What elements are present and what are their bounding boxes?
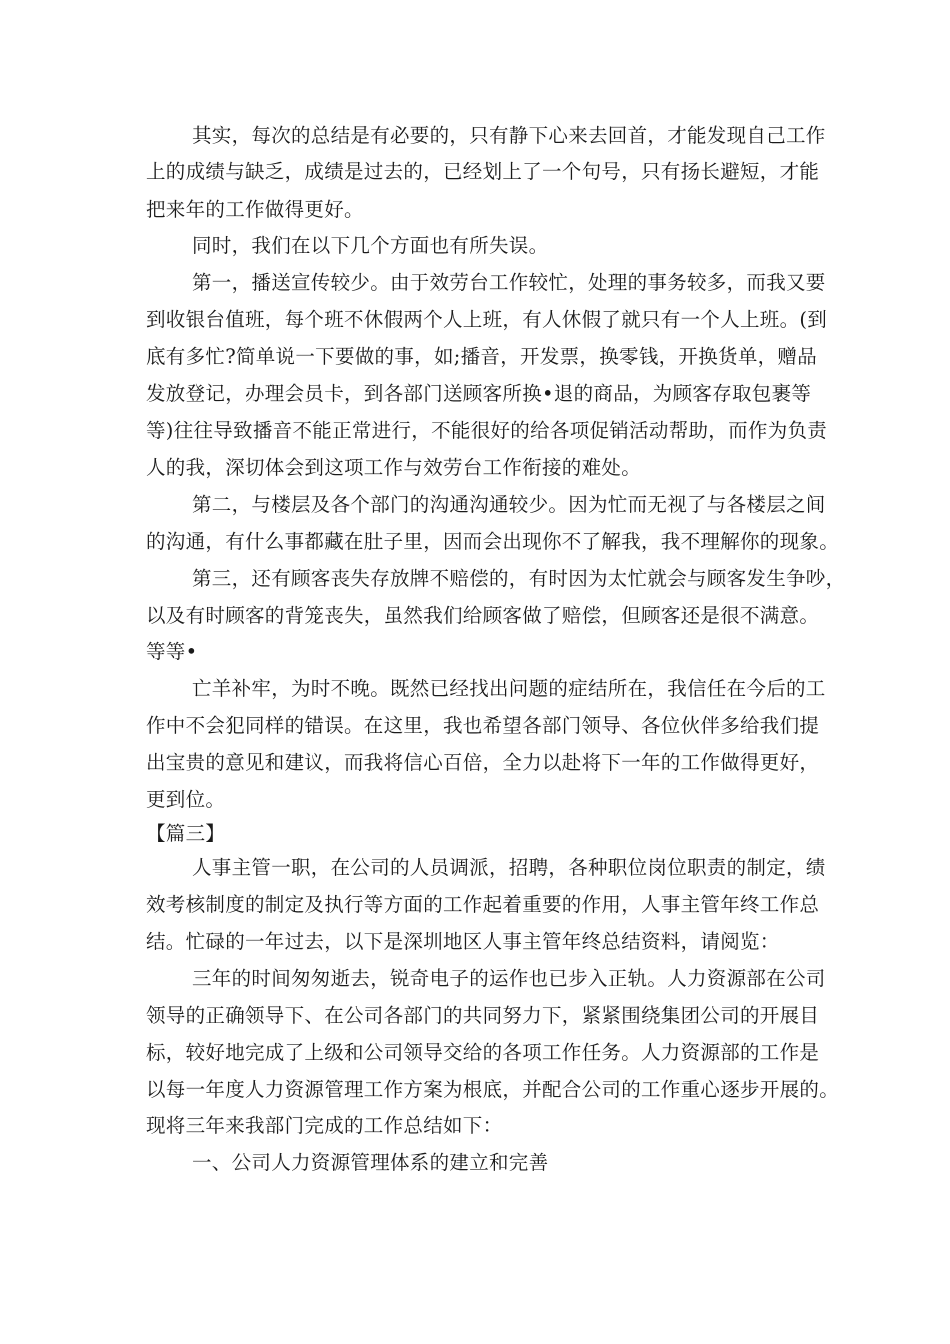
paragraph-line: 三年的时间匆匆逝去，锐奇电子的运作也已步入正轨。人力资源部在公司: [192, 967, 826, 990]
paragraph-line: 以每一年度人力资源管理工作方案为根底，并配合公司的工作重心逐步开展的。: [146, 1078, 840, 1101]
paragraph-line: 第三，还有顾客丧失存放牌不赔偿的，有时因为太忙就会与顾客发生争吵，: [192, 567, 846, 590]
paragraph-line: 更到位。: [146, 788, 226, 811]
paragraph-line: 底有多忙?简单说一下要做的事，如;播音，开发票，换零钱，开换货单，赠品: [146, 345, 818, 368]
paragraph-line: 以及有时顾客的背笼丧失，虽然我们给顾客做了赔偿，但顾客还是很不满意。: [146, 604, 820, 627]
paragraph-line: 人的我，深切体会到这项工作与效劳台工作衔接的难处。: [146, 456, 642, 479]
paragraph-line: 一、公司人力资源管理体系的建立和完善: [192, 1151, 549, 1174]
paragraph-line: 等)往往导致播音不能正常进行，不能很好的给各项促销活动帮助，而作为负责: [146, 419, 828, 442]
paragraph-line: 第一，播送宣传较少。由于效劳台工作较忙，处理的事务较多，而我又要: [192, 271, 826, 294]
paragraph-line: 人事主管一职，在公司的人员调派，招聘，各种职位岗位职责的制定，绩: [192, 856, 826, 879]
paragraph-line: 出宝贵的意见和建议，而我将信心百倍，全力以赴将下一年的工作做得更好，: [146, 751, 820, 774]
paragraph-line: 效考核制度的制定及执行等方面的工作起着重要的作用，人事主管年终工作总: [146, 893, 820, 916]
paragraph-line: 上的成绩与缺乏，成绩是过去的，已经划上了一个句号，只有扬长避短，才能: [146, 160, 820, 183]
paragraph-line: 第二，与楼层及各个部门的沟通沟通较少。因为忙而无视了与各楼层之间: [192, 493, 826, 516]
paragraph-line: 标，较好地完成了上级和公司领导交给的各项工作任务。人力资源部的工作是: [146, 1041, 820, 1064]
section-heading: 【篇三】: [146, 822, 226, 845]
paragraph-line: 作中不会犯同样的错误。在这里，我也希望各部门领导、各位伙伴多给我们提: [146, 714, 820, 737]
paragraph-line: 其实，每次的总结是有必要的，只有静下心来去回首，才能发现自己工作: [192, 124, 826, 147]
paragraph-line: 等等•: [146, 640, 198, 663]
paragraph-line: 把来年的工作做得更好。: [146, 198, 364, 221]
paragraph-line: 现将三年来我部门完成的工作总结如下：: [146, 1114, 503, 1137]
paragraph-line: 同时，我们在以下几个方面也有所失误。: [192, 234, 549, 257]
paragraph-line: 发放登记，办理会员卡，到各部门送顾客所换•退的商品，为顾客存取包裹等: [146, 382, 812, 405]
paragraph-line: 亡羊补牢，为时不晚。既然已经找出问题的症结所在，我信任在今后的工: [192, 677, 826, 700]
paragraph-line: 结。忙碌的一年过去，以下是深圳地区人事主管年终总结资料，请阅览：: [146, 930, 780, 953]
paragraph-line: 的沟通，有什么事都藏在肚子里，因而会出现你不了解我，我不理解你的现象。: [146, 530, 840, 553]
paragraph-line: 到收银台值班，每个班不休假两个人上班，有人休假了就只有一个人上班。(到: [146, 308, 828, 331]
paragraph-line: 领导的正确领导下、在公司各部门的共同努力下，紧紧围绕集团公司的开展目: [146, 1004, 820, 1027]
